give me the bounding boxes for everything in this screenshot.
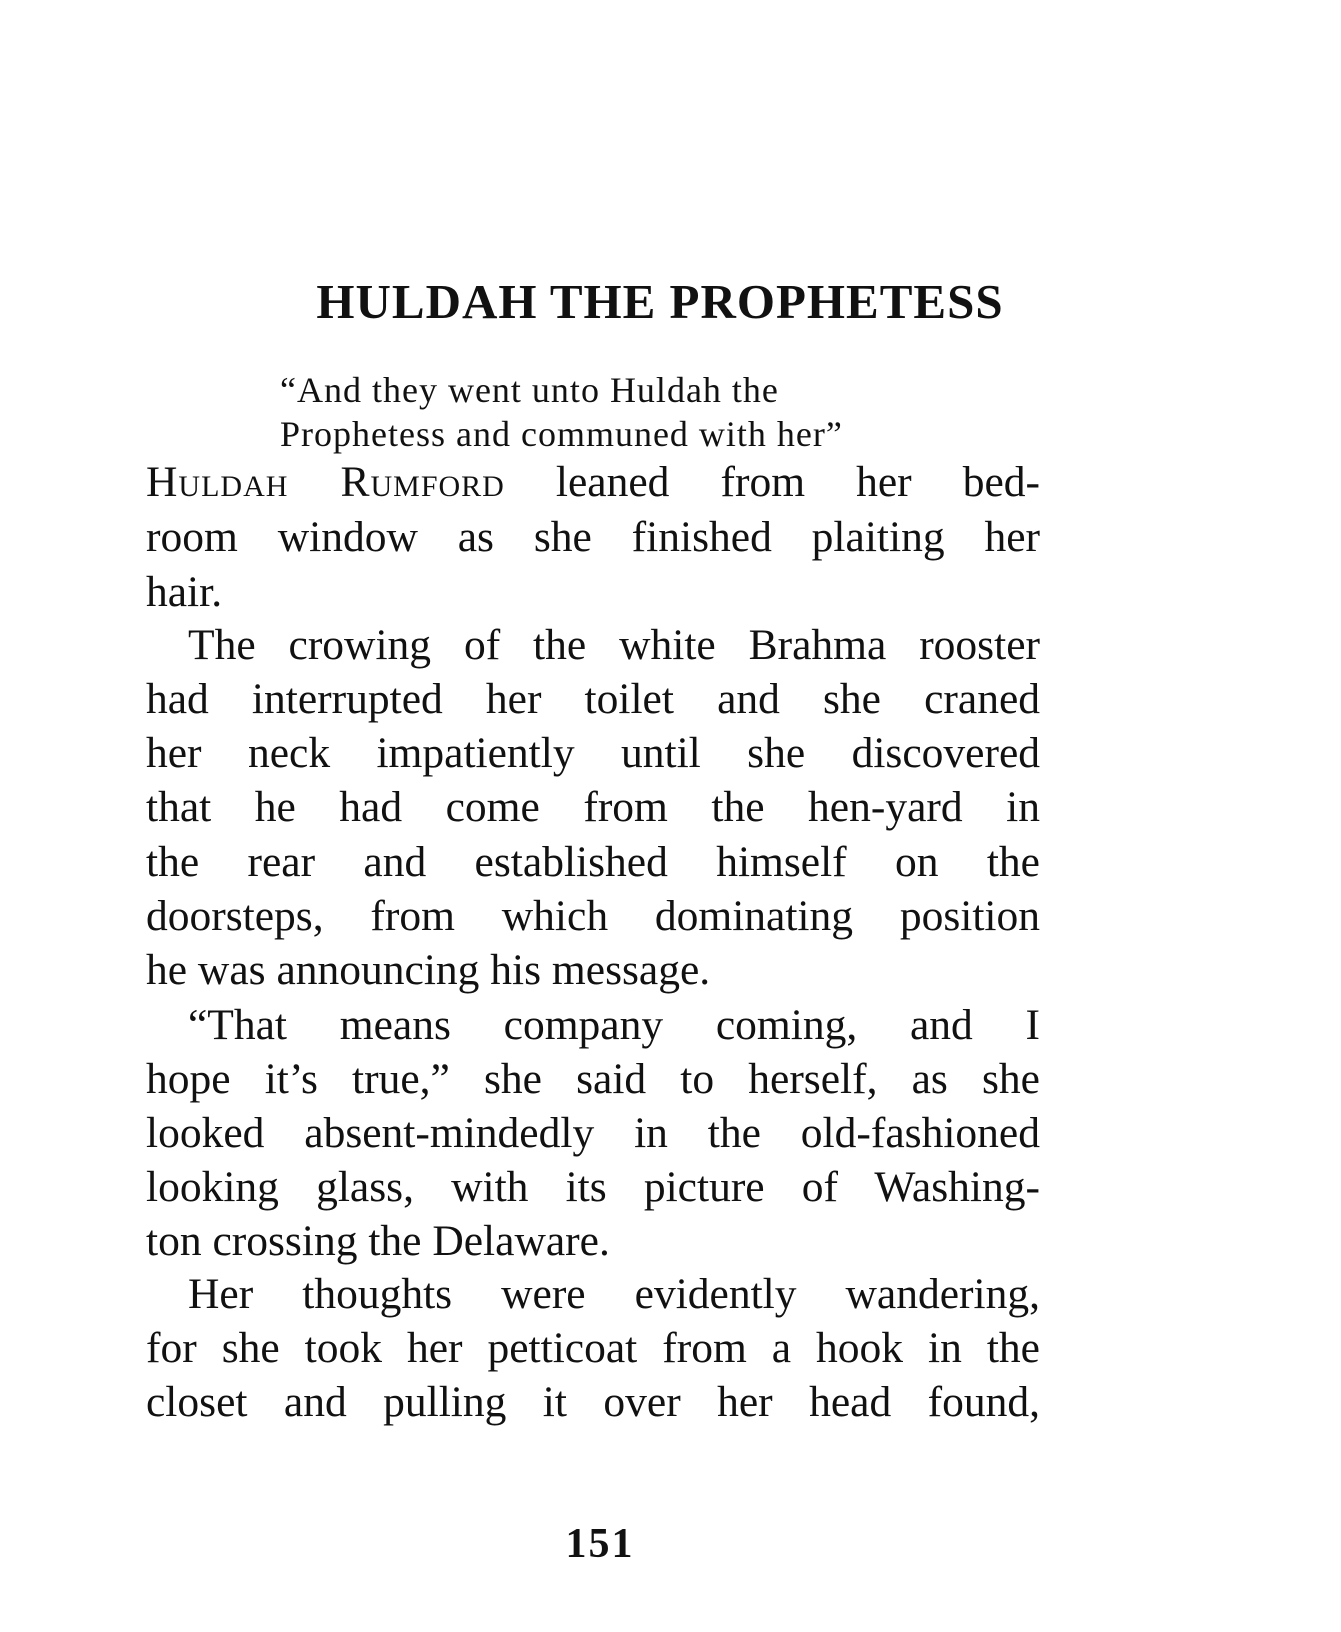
text-line (146, 454, 1040, 510)
epigraph (280, 368, 843, 456)
chapter-title: HULDAH THE PROPHETESS (316, 274, 1004, 329)
text-line: Her thoughts were evidently wandering, (188, 1270, 1040, 1318)
text-line: the rear and established himself on the (146, 838, 1040, 886)
page-number: 151 (565, 1521, 635, 1567)
text-line: hair. (146, 568, 223, 616)
text-line: ton crossing the Delaware. (146, 1217, 610, 1265)
text-fragment: leaned from her bed- (555, 458, 1040, 506)
text-line: closet and pulling it over her head found, (146, 1378, 1040, 1426)
text-line: room window as she finished plaiting her (146, 513, 1040, 561)
text-line: doorsteps, from which dominating position (146, 892, 1040, 940)
text-line: hope it’s true,” she said to herself, as she (146, 1055, 1040, 1103)
text-line: had interrupted her toilet and she craned (146, 675, 1040, 723)
text-line: looked absent-mindedly in the old-fashioned (146, 1109, 1040, 1157)
epigraph-line: Prophetess and communed with her” (280, 414, 843, 454)
text-line: looking glass, with its picture of Washing- (146, 1163, 1040, 1211)
character-name: Huldah Rumford (146, 458, 505, 506)
epigraph-line: “And they went unto Huldah the (280, 370, 779, 410)
text-line: her neck impatiently until she discovered (146, 729, 1040, 777)
text-line: “That means company coming, and I (188, 1001, 1040, 1049)
text-line: he was announcing his message. (146, 946, 711, 994)
text-line: that he had come from the hen-yard in (146, 783, 1040, 831)
text-line: for she took her petticoat from a hook in the (146, 1324, 1040, 1372)
text-line: The crowing of the white Brahma rooster (188, 621, 1040, 669)
